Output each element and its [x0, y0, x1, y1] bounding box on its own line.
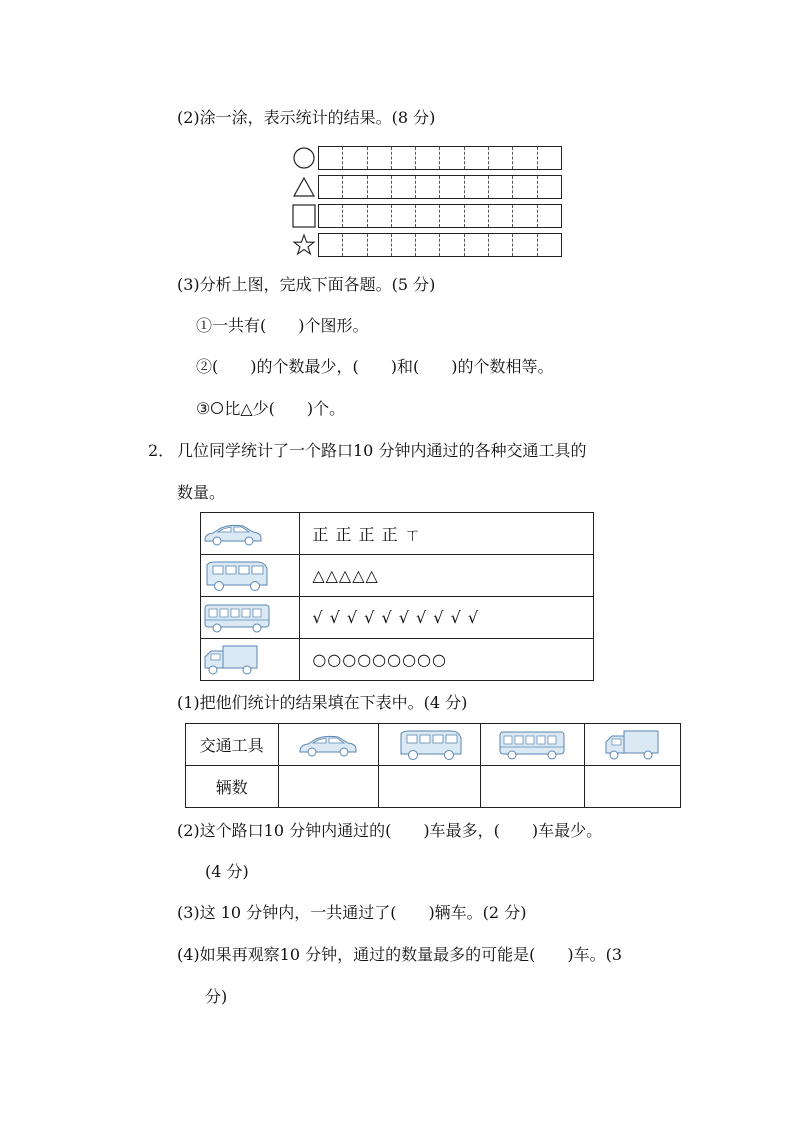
answer-cell-truck[interactable]	[584, 766, 680, 808]
sub-question-1: (1)把他们统计的结果填在下表中。(4 分)	[177, 693, 468, 712]
circle-icon	[210, 401, 224, 415]
truck-icon	[584, 724, 680, 766]
answer-cell-bus[interactable]	[481, 766, 584, 808]
bus-icon	[201, 597, 300, 639]
tally-marks: 正 正 正 正 ㄒ	[300, 513, 594, 555]
sub-question-3: (3)这 10 分钟内，一共通过了( )辆车。(2 分)	[177, 903, 527, 922]
question2-text-line2: 数量。	[177, 483, 226, 502]
star-icon	[292, 233, 316, 257]
result-table	[185, 723, 681, 808]
question-2: ②( )的个数最少，( )和( )的个数相等。	[196, 357, 554, 376]
cell-track[interactable]	[318, 146, 562, 170]
minibus-icon	[378, 724, 480, 766]
cell-track[interactable]	[318, 233, 562, 257]
sub-question-2-score: (4 分)	[205, 862, 249, 881]
table-row	[186, 724, 681, 766]
tally-marks: △△△△△	[300, 555, 594, 597]
table-row	[186, 766, 681, 808]
sub-question-4: (4)如果再观察10 分钟，通过的数量最多的可能是( )车。(3	[177, 945, 623, 964]
part2-heading: (2)涂一涂，表示统计的结果。(8 分)	[177, 108, 436, 127]
table-row	[201, 597, 594, 639]
grid-row-triangle	[292, 175, 562, 199]
bus-icon	[481, 724, 584, 766]
question-3-text: 比△少( )个。	[224, 399, 346, 418]
cell-track[interactable]	[318, 175, 562, 199]
table-row	[201, 555, 594, 597]
tally-table	[200, 512, 594, 681]
circle-icon	[292, 146, 316, 170]
grid-row-circle	[292, 146, 562, 170]
question-3	[196, 399, 345, 419]
sub-question-2: (2)这个路口10 分钟内通过的( )车最多，( )车最少。	[177, 821, 603, 840]
truck-icon	[201, 639, 300, 681]
minibus-icon	[201, 555, 300, 597]
question-1: ①一共有( )个图形。	[196, 316, 369, 335]
grid-row-star	[292, 233, 562, 257]
grid-row-square	[292, 204, 562, 228]
table-row	[201, 513, 594, 555]
cell-track[interactable]	[318, 204, 562, 228]
question2-text-line1: 几位同学统计了一个路口10 分钟内通过的各种交通工具的	[177, 441, 587, 460]
tally-marks: ○○○○○○○○○	[300, 639, 594, 681]
car-icon	[201, 513, 300, 555]
table-header-label: 交通工具	[186, 724, 279, 766]
square-icon	[292, 204, 316, 228]
part3-heading: (3)分析上图，完成下面各题。(5 分)	[177, 275, 436, 294]
answer-cell-minibus[interactable]	[378, 766, 480, 808]
triangle-icon	[292, 175, 316, 199]
table-row	[201, 639, 594, 681]
car-icon	[278, 724, 378, 766]
row-label-count: 辆数	[186, 766, 279, 808]
tally-marks: √ √ √ √ √ √ √ √ √ √	[300, 597, 594, 639]
question2-number: 2．	[148, 441, 175, 460]
question-3-number: ③	[196, 399, 211, 418]
sub-question-4-score: 分)	[205, 987, 228, 1006]
answer-cell-car[interactable]	[278, 766, 378, 808]
